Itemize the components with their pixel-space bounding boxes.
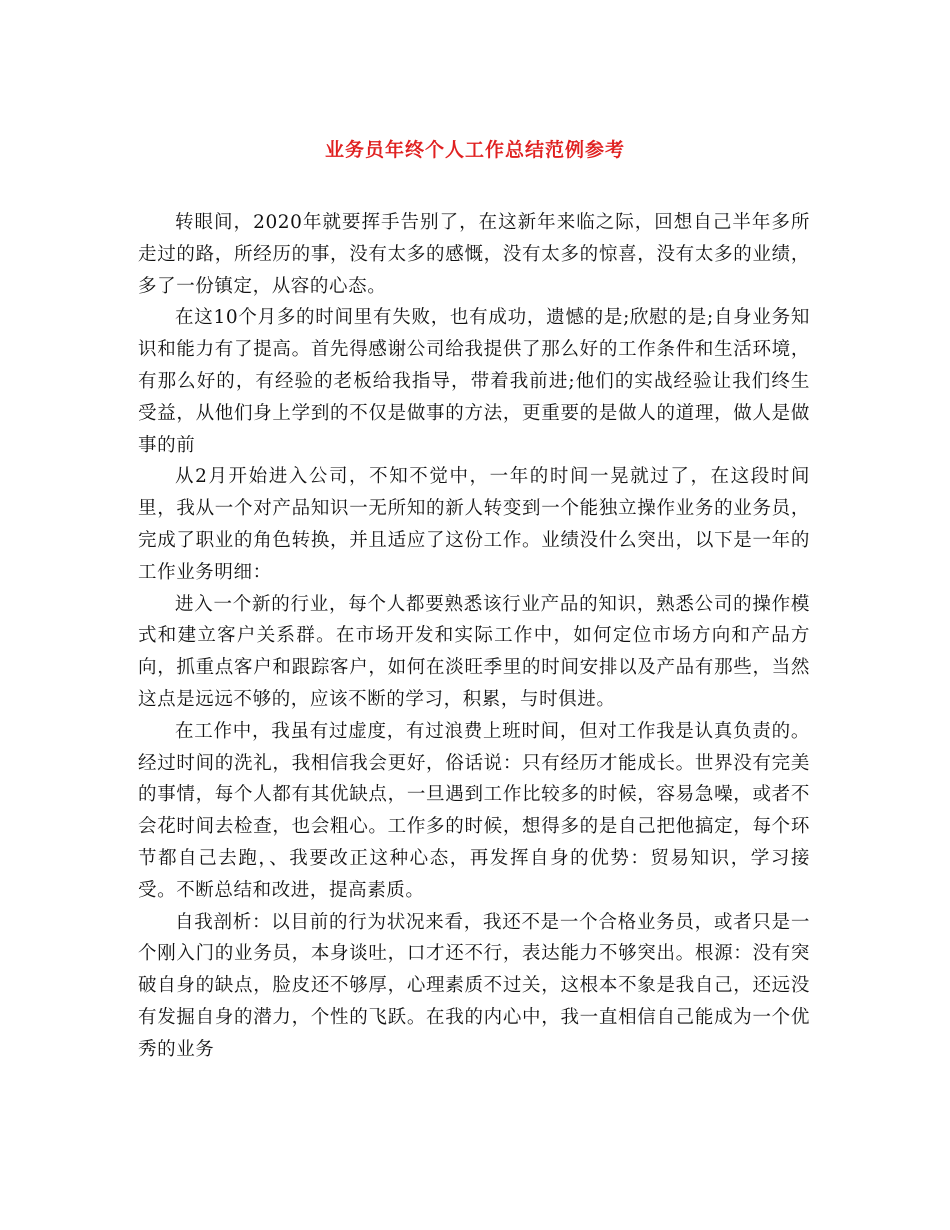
paragraph-4: 进入一个新的行业，每个人都要熟悉该行业产品的知识，熟悉公司的操作模式和建立客户关系群。在市场开发和实际工作中，如何定位市场方向和产品方向，抓重点客户和跟踪客户，如何在淡旺季里的时间安排以及产品有那些，当然这点是远远不够的，应该不断的学习，积累，与时俱进。	[138, 593, 810, 710]
paragraph-3: 从2月开始进入公司，不知不觉中，一年的时间一晃就过了，在这段时间里，我从一个对产品知识一无所知的新人转变到一个能独立操作业务的业务员，完成了职业的角色转换，并且适应了这份工作。业绩没什么突出，以下是一年的工作业务明细：	[138, 466, 810, 583]
paragraph-5: 在工作中，我虽有过虚度，有过浪费上班时间，但对工作我是认真负责的。经过时间的洗礼，我相信我会更好，俗话说：只有经历才能成长。世界没有完美的事情，每个人都有其优缺点，一旦遇到工作比较多的时候，容易急噪，或者不会花时间去检查，也会粗心。工作多的时候，想得多的是自己把他搞定，每个环节都自己去跑，、我要改正这种心态，再发挥自身的优势：贸易知识，学习接受。不断总结和改进，提高素质。	[138, 720, 810, 901]
paragraph-1: 转眼间，2020年就要挥手告别了，在这新年来临之际，回想自己半年多所走过的路，所经历的事，没有太多的感慨，没有太多的惊喜，没有太多的业绩，多了一份镇定，从容的心态。	[138, 212, 810, 297]
paragraph-2: 在这10个月多的时间里有失败，也有成功，遗憾的是;欣慰的是;自身业务知识和能力有了提高。首先得感谢公司给我提供了那么好的工作条件和生活环境，有那么好的，有经验的老板给我指导，带着我前进;他们的实战经验让我们终生受益，从他们身上学到的不仅是做事的方法，更重要的是做人的道理，做人是做事的前	[138, 307, 810, 456]
paragraph-6: 自我剖析：以目前的行为状况来看，我还不是一个合格业务员，或者只是一个刚入门的业务员，本身谈吐，口才还不行，表达能力不够突出。根源：没有突破自身的缺点，脸皮还不够厚，心理素质不过关，这根本不象是我自己，还远没有发掘自身的潜力，个性的飞跃。在我的内心中，我一直相信自己能成为一个优秀的业务	[138, 911, 810, 1060]
document-title: 业务员年终个人工作总结范例参考	[324, 139, 625, 161]
document-body	[138, 207, 810, 1066]
